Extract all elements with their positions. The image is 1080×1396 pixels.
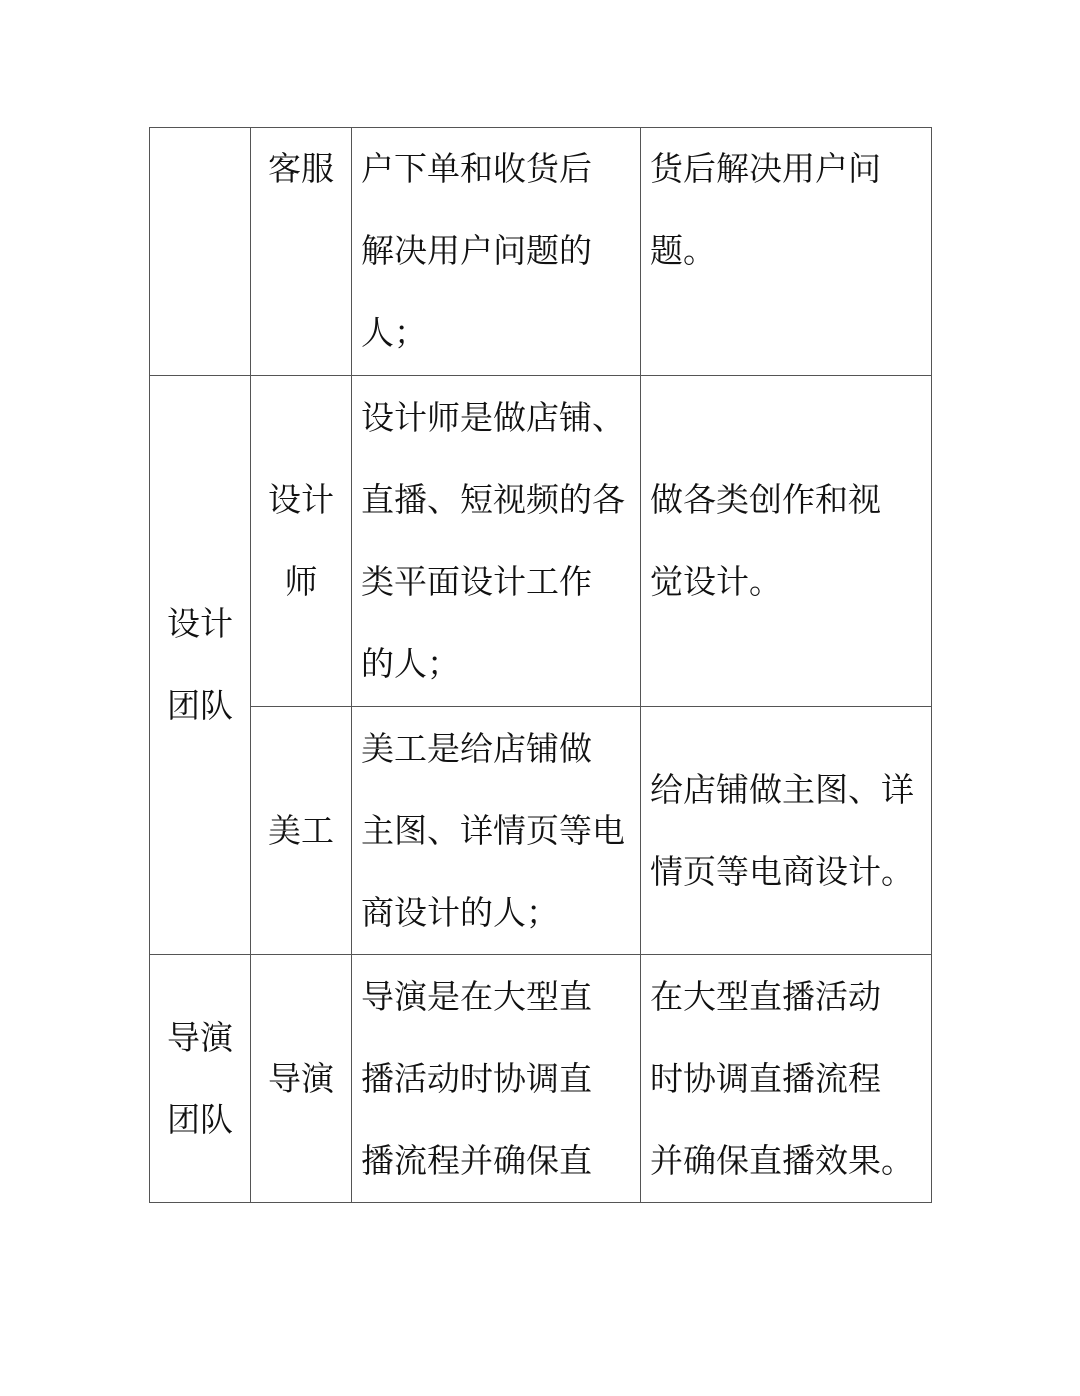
team-cell-empty [150,128,251,376]
duty-cell [641,128,932,376]
team-text: 团队 [167,1099,233,1139]
role-text: 客服 [268,149,334,188]
duty-line: 并确保直播效果。 [650,1140,914,1180]
description-cell [352,955,641,1203]
table-row-customer-service [150,128,932,376]
description-line: 直播、短视频的各 [361,480,625,519]
team-text: 设计 [167,604,233,643]
role-text: 设计 [268,480,334,519]
description-line: 解决用户问题的 [361,231,592,270]
description-line: 设计师是做店铺、 [361,398,625,437]
description-line: 播流程并确保直 [361,1140,592,1180]
duty-line: 给店铺做主图、详 [650,769,914,809]
table-row-artist [150,707,932,955]
description-cell [352,128,641,376]
duty-line: 题。 [650,231,716,270]
description-line: 导演是在大型直 [361,976,592,1016]
roles-table [149,127,932,1203]
duty-line: 做各类创作和视 [650,480,881,519]
duty-line: 觉设计。 [650,562,782,601]
description-line: 类平面设计工作 [361,562,592,601]
description-line: 商设计的人； [361,892,559,932]
description-cell [352,707,641,955]
duty-line: 货后解决用户问 [650,149,881,188]
role-text: 师 [284,562,318,601]
team-cell-director [150,955,251,1203]
role-cell [251,707,352,955]
role-cell [251,376,352,707]
role-cell [251,955,352,1203]
duty-cell [641,707,932,955]
description-line: 户下单和收货后 [361,149,592,188]
description-line: 播活动时协调直 [361,1058,592,1098]
duty-cell [641,955,932,1203]
team-text: 导演 [167,1017,233,1057]
description-line: 人； [361,313,427,352]
duty-line: 情页等电商设计。 [650,851,914,891]
role-text: 美工 [268,810,334,850]
role-text: 导演 [268,1058,334,1098]
team-text: 团队 [167,686,233,725]
duty-line: 在大型直播活动 [650,976,881,1016]
table-row-director [150,955,932,1203]
description-cell [352,376,641,707]
description-line: 的人； [361,644,460,683]
duty-line: 时协调直播流程 [650,1058,881,1098]
team-cell-design [150,376,251,955]
description-line: 主图、详情页等电 [361,810,625,850]
role-cell [251,128,352,376]
description-line: 美工是给店铺做 [361,728,592,768]
duty-cell [641,376,932,707]
table-row-designer [150,376,932,707]
